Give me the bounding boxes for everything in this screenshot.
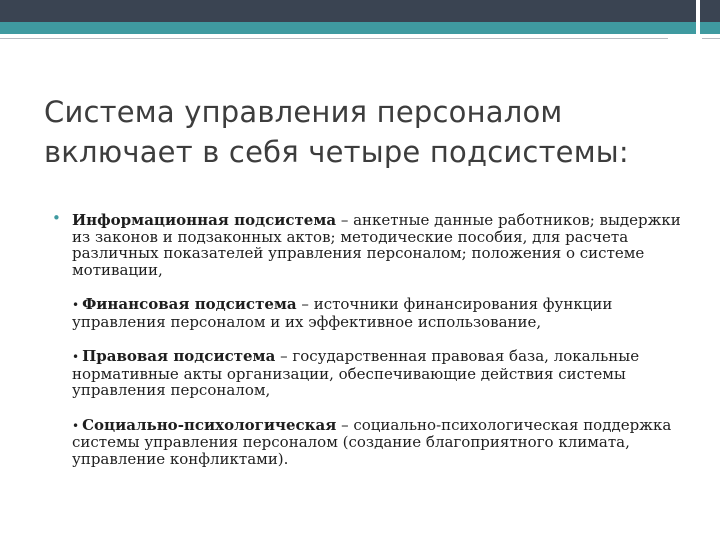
list-item-description: – анкетные данные работников; выдержки из законов и подзаконных актов; методические пособия, для расчета различных показателей управления персоналом; положения о системе мотивации, [72,211,681,279]
list-item-paragraph [72,212,692,278]
header-corner-line [702,38,720,39]
slide-title [44,92,694,172]
header-divider-line [0,38,668,39]
bullet-icon: • [72,350,80,364]
bullet-icon: • [52,209,61,227]
list-item-paragraph [72,417,692,468]
list-item-description: – социально-психологическая поддержка системы управления персоналом (создание благоприятного климата, управление конфликтами). [72,415,672,468]
list-item-paragraph [72,296,692,330]
list-item-paragraph [72,348,692,399]
list-item-term: Информационная подсистема [72,211,337,229]
bullet-icon: • [72,298,80,312]
slide-title-line-1: Система управления персоналом [44,95,563,129]
list-item-socio-psychological-subsystem [52,417,692,468]
slide-body [52,209,692,485]
list-item-description: – государственная правовая база, локальные нормативные акты организации, обеспечивающие действия системы управления персоналом, [72,347,640,399]
list-item-financial-subsystem [52,296,692,330]
header-bar-teal [0,22,696,34]
list-item-term: Финансовая подсистема [82,295,297,313]
bullet-icon: • [72,418,80,433]
list-item-term: Правовая подсистема [82,347,276,365]
header-corner-teal [700,22,720,34]
list-item-term: Социально-психологическая [82,415,337,434]
list-item-information-subsystem [52,209,692,279]
list-item-legal-subsystem [52,348,692,399]
slide-title-line-2: включает в себя четыре подсистемы: [44,135,629,169]
list-item-description: – источники финансирования функции управления персоналом и их эффективное использование, [72,295,613,331]
header-bar-dark [0,0,696,22]
header-corner-dark [700,0,720,22]
